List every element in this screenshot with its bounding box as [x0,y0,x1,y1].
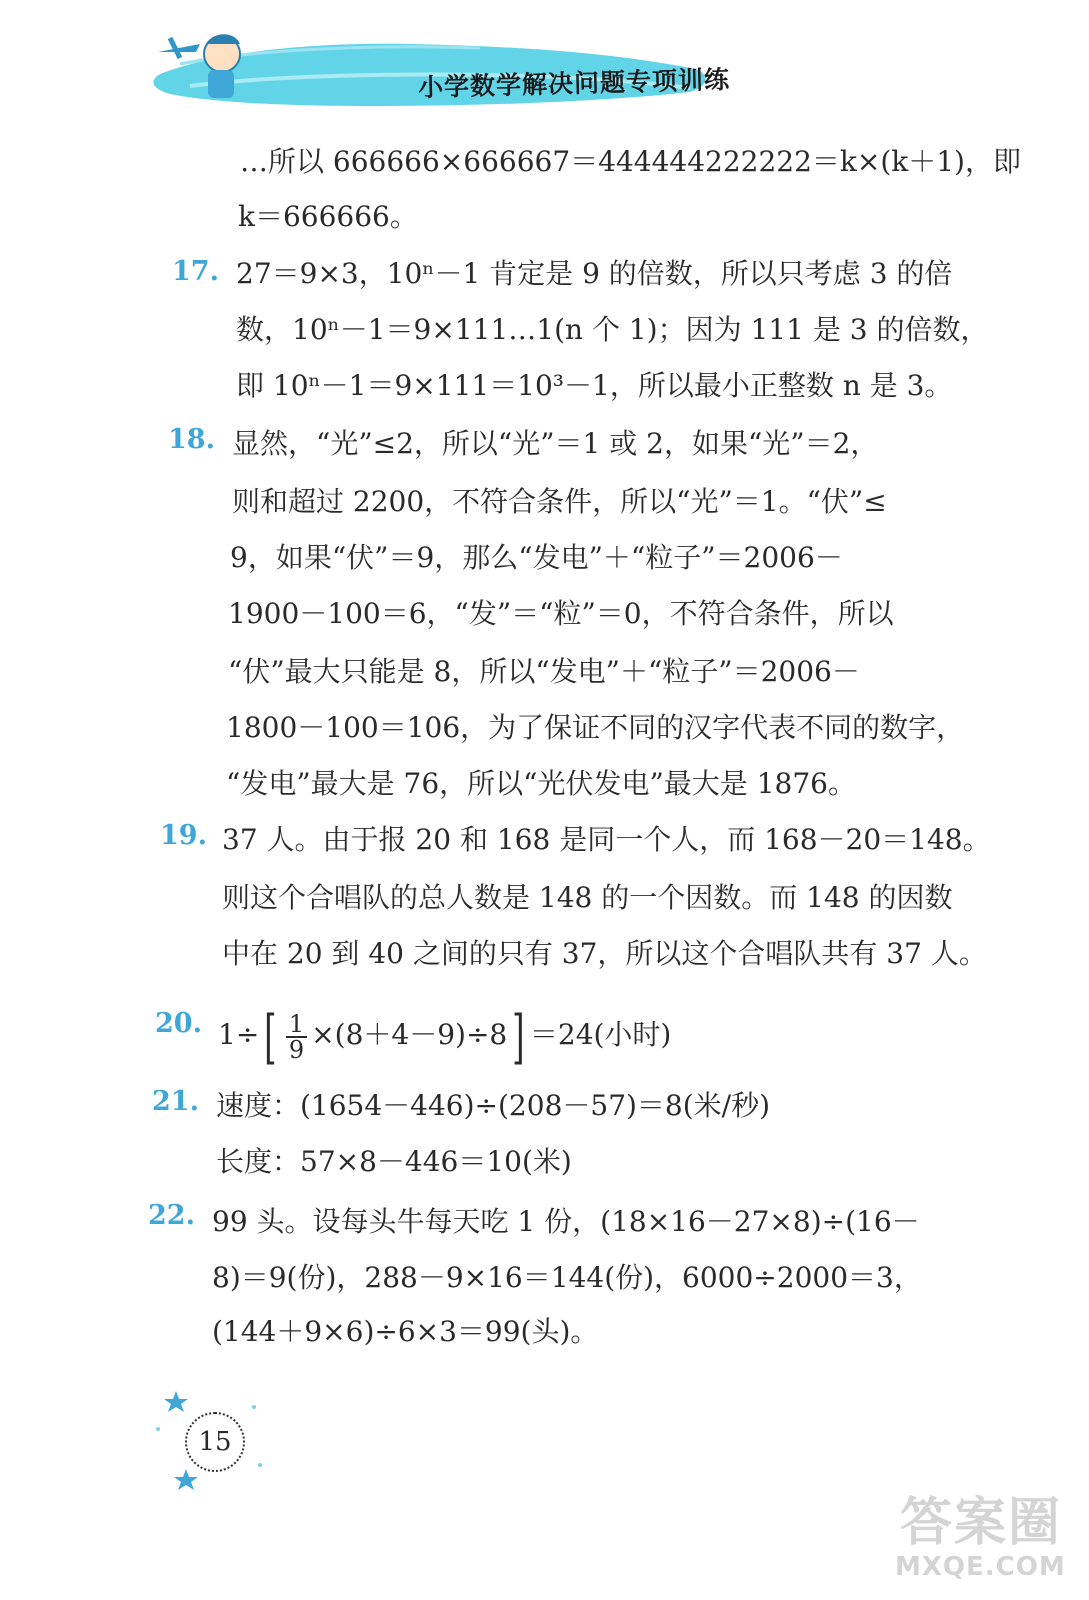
star-icon [164,1391,188,1412]
question-number-19: 19. [160,820,207,851]
text-line: 27＝9×3，10ⁿ－1 肯定是 9 的倍数，所以只考虑 3 的倍 [236,257,953,290]
left-bracket: [ [264,1002,277,1071]
formula-line [218,1002,672,1071]
text-line: 8)＝9(份)，288－9×16＝144(份)，6000÷2000＝3， [212,1261,922,1294]
text-line: k＝666666。 [238,200,418,233]
star-icon [174,1469,198,1490]
formula-middle: ×(8＋4－9)÷8 [311,1018,508,1051]
text-line: “伏”最大只能是 8，所以“发电”＋“粒子”＝2006－ [228,655,860,688]
text-line: 数，10ⁿ－1＝9×111…1(n 个 1)；因为 111 是 3 的倍数， [236,313,989,346]
text-line: 则和超过 2200，不符合条件，所以“光”＝1。“伏”≤ [232,485,887,518]
question-number-21: 21. [152,1086,199,1117]
page-number: 15 [185,1412,245,1472]
text-line: 1900－100＝6，“发”＝“粒”＝0，不符合条件，所以 [228,597,894,630]
text-line: …所以 666666×666667＝444444222222＝k×(k＋1)，即 [240,145,1021,178]
watermark-text: 答案圈 [900,1493,1063,1553]
fraction-numerator: 1 [286,1012,307,1038]
formula-prefix: 1÷ [218,1018,260,1051]
text-line: “发电”最大是 76，所以“光伏发电”最大是 1876。 [226,767,856,800]
text-line: 即 10ⁿ－1＝9×111＝10³－1，所以最小正整数 n 是 3。 [236,369,953,402]
text-line: (144＋9×6)÷6×3＝99(头)。 [212,1315,599,1348]
text-line: 37 人。由于报 20 和 168 是同一个人，而 168－20＝148。 [222,823,991,856]
question-number-20: 20. [155,1008,202,1039]
right-bracket: ] [512,1002,525,1071]
text-line: 则这个合唱队的总人数是 148 的一个因数。而 148 的因数 [222,881,953,914]
watermark-logo [880,1480,1080,1595]
text-line: 长度：57×8－446＝10(米) [216,1145,572,1178]
text-line: 99 头。设每头牛每天吃 1 份，(18×16－27×8)÷(16－ [212,1205,920,1238]
question-number-22: 22. [148,1200,195,1231]
formula-result: ＝24(小时) [529,1018,672,1051]
text-line: 1800－100＝106，为了保证不同的汉字代表不同的数字， [226,711,965,744]
question-number-17: 17. [172,256,219,287]
boy-airplane-icon [150,14,250,114]
fraction [286,1009,307,1064]
header-banner [150,14,731,114]
page-title: 小学数学解决问题专项训练 [417,64,731,103]
question-number-18: 18. [168,424,215,455]
text-line: 中在 20 到 40 之间的只有 37，所以这个合唱队共有 37 人。 [222,937,987,970]
watermark-url: MXQE.COM [895,1552,1066,1582]
text-line: 显然，“光”≤2，所以“光”＝1 或 2，如果“光”＝2， [232,427,879,460]
text-line: 9，如果“伏”＝9，那么“发电”＋“粒子”＝2006－ [230,541,843,574]
text-line: 速度：(1654－446)÷(208－57)＝8(米/秒) [216,1089,771,1122]
fraction-denominator: 9 [288,1035,305,1064]
